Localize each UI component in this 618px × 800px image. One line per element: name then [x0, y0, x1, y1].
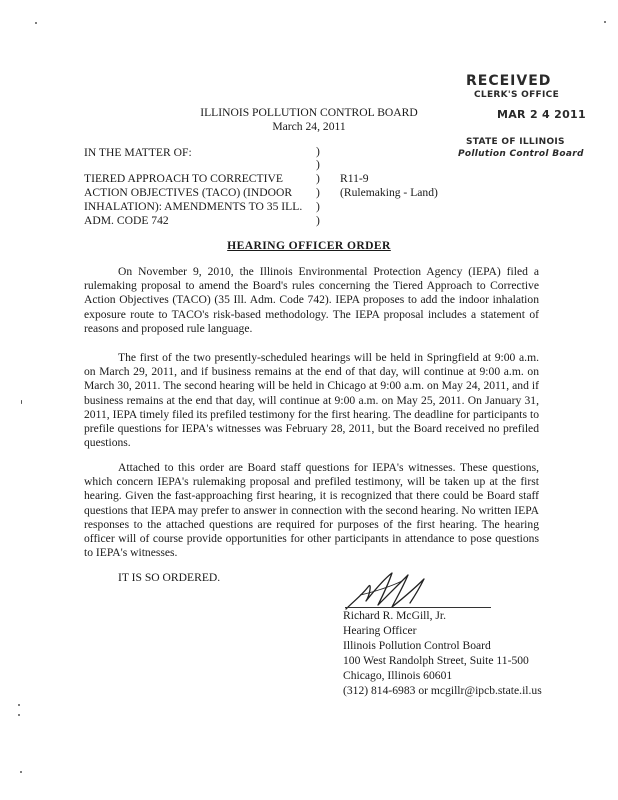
caption-paren: ): [316, 145, 320, 158]
caption-title-line: INHALATION): AMENDMENTS TO 35 ILL.: [84, 200, 303, 213]
caption-paren: ): [316, 172, 320, 185]
caption-title-line: ADM. CODE 742: [84, 214, 169, 227]
docket-number: R11-9: [340, 172, 369, 185]
scan-speck: [604, 21, 606, 23]
paragraph-text: On November 9, 2010, the Illinois Environmental Protection Agency (IEPA) filed a rulemaking proposal to amend the Board's rules concerning the Tiered Approach to Corrective Action Objectives (TACO) (35 Ill. Adm. Code 742). IEPA proposes to add the indoor inhalation exposure route to TACO's risk-based methodology. The IEPA proposal includes a statement of reasons and proposed rule language.: [84, 265, 539, 335]
signer-street-address: 100 West Randolph Street, Suite 11-500: [343, 654, 529, 667]
stamp-received: RECEIVED: [466, 73, 552, 89]
caption-title-line: TIERED APPROACH TO CORRECTIVE: [84, 172, 283, 185]
scan-speck: [18, 714, 20, 716]
scan-speck: [20, 771, 22, 773]
body-paragraph: [84, 461, 539, 560]
signer-contact: (312) 814-6983 or mcgillr@ipcb.state.il.us: [343, 684, 542, 697]
order-date: March 24, 2011: [272, 120, 346, 133]
stamp-date: MAR 2 4 2011: [497, 108, 586, 121]
signer-name: Richard R. McGill, Jr.: [343, 609, 447, 622]
caption-paren: ): [316, 186, 320, 199]
body-paragraph: [84, 265, 539, 336]
body-paragraph: [84, 351, 539, 450]
stamp-clerks-office: CLERK'S OFFICE: [474, 90, 560, 100]
docket-type: (Rulemaking - Land): [340, 186, 438, 199]
order-title: HEARING OFFICER ORDER: [227, 239, 391, 252]
scan-speck: [18, 704, 20, 706]
scan-speck: [35, 22, 37, 24]
board-name: ILLINOIS POLLUTION CONTROL BOARD: [200, 106, 418, 119]
signer-title: Hearing Officer: [343, 624, 417, 637]
caption-paren: ): [316, 214, 320, 227]
signer-city: Chicago, Illinois 60601: [343, 669, 453, 682]
paragraph-text: The first of the two presently-scheduled hearings will be held in Springfield at 9:00 a.m. on March 29, 2011, and if business remains at the end of that day, will continue at 9:00 a.m. on March 30, 2011. The second hearing will be held in Chicago at 9:00 a.m. on May 24, 2011, and if business remains at the end that day, will continue at 9:00 a.m. on May 25, 2011. On January 31, 2011, IEPA timely filed its prefiled testimony for the first hearing. The deadline for participants to prefile questions for IEPA's witnesses was February 28, 2011, but the Board received no prefiled questions.: [84, 351, 539, 450]
stamp-state: STATE OF ILLINOIS: [466, 137, 565, 147]
in-the-matter-of: IN THE MATTER OF:: [84, 146, 192, 159]
so-ordered: IT IS SO ORDERED.: [118, 571, 221, 584]
caption-title-line: ACTION OBJECTIVES (TACO) (INDOOR: [84, 186, 293, 199]
signature-line: [345, 607, 491, 608]
paragraph-text: Attached to this order are Board staff questions for IEPA's witnesses. These questions, which concern IEPA's rulemaking proposal and prefiled testimony, will be taken up at the first hearing. Given the fast-approaching first hearing, it is recognized that there could be Board staff questions that IEPA may prefer to answer in connection with the second hearing. No written IEPA responses to the attached questions are required for purposes of the first hearing. The hearing officer will of course provide opportunities for other participants in attendance to pose questions to IEPA's witnesses.: [84, 461, 539, 560]
caption-paren: ): [316, 200, 320, 213]
scan-speck: [21, 400, 22, 404]
signer-organization: Illinois Pollution Control Board: [343, 639, 491, 652]
stamp-board: Pollution Control Board: [458, 149, 584, 159]
caption-paren: ): [316, 158, 320, 171]
